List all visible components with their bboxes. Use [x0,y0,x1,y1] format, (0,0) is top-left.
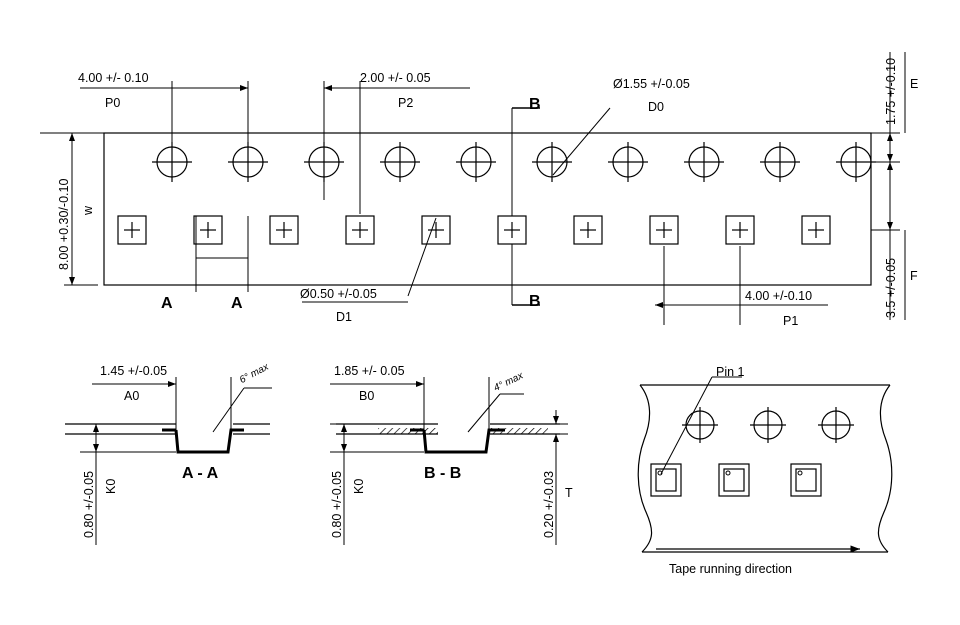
dim-b0-symbol: B0 [359,389,375,403]
section-marks-b [512,108,540,305]
dim-p0 [80,81,248,148]
dim-e-value: 1.75 +/-0.10 [884,57,898,125]
dim-e-symbol: E [910,77,919,91]
dim-k0-aa-value: 0.80 +/-0.05 [82,470,96,538]
leader-d0 [553,108,610,175]
section-a-right-label: A [231,295,243,312]
dim-f-value: 3.5 +/-0.05 [884,257,898,318]
section-aa-caption: A - A [182,465,219,482]
angle-note-aa: 6° max [237,361,271,386]
dim-d1-symbol: D1 [336,310,352,324]
component-pockets [118,216,830,244]
section-aa-geometry [65,377,272,545]
dim-d1-value: Ø0.50 +/-0.05 [300,287,377,301]
dim-k0-bb-value: 0.80 +/-0.05 [330,470,344,538]
section-b-top-label: B [529,96,541,113]
tape-running-view [638,377,892,552]
dim-p2-value: 2.00 +/- 0.05 [360,71,431,85]
pin-1-label: Pin 1 [716,365,745,379]
dim-d0-value: Ø1.55 +/-0.05 [613,77,690,91]
tape-direction-label: Tape running direction [669,562,792,576]
dim-k0-aa-symbol: K0 [104,478,118,494]
dim-w-symbol: w [81,205,95,215]
section-a-left-label: A [161,295,173,312]
dim-p1-value: 4.00 +/-0.10 [745,289,813,303]
dim-w-value: 8.00 +0.30/-0.10 [57,178,71,270]
dim-t-symbol: T [565,486,573,500]
dim-p2-symbol: P2 [398,96,414,110]
dim-p1-symbol: P1 [783,314,799,328]
dim-k0-bb-symbol: K0 [352,478,366,494]
section-b-bottom-label: B [529,293,541,310]
dim-a0-value: 1.45 +/-0.05 [100,364,168,378]
sprocket-holes [152,142,876,182]
dim-t-value: 0.20 +/-0.03 [542,470,556,538]
angle-note-bb: 4° max [492,370,526,394]
tape-body-outline [104,133,871,285]
dim-p0-value: 4.00 +/- 0.10 [78,71,149,85]
dim-p0-symbol: P0 [105,96,121,110]
dim-a0-symbol: A0 [124,389,140,403]
section-bb-caption: B - B [424,465,462,482]
dim-d0-symbol: D0 [648,100,664,114]
dim-e-f [40,52,905,320]
dim-f-symbol: F [910,269,918,283]
dim-b0-value: 1.85 +/- 0.05 [334,364,405,378]
